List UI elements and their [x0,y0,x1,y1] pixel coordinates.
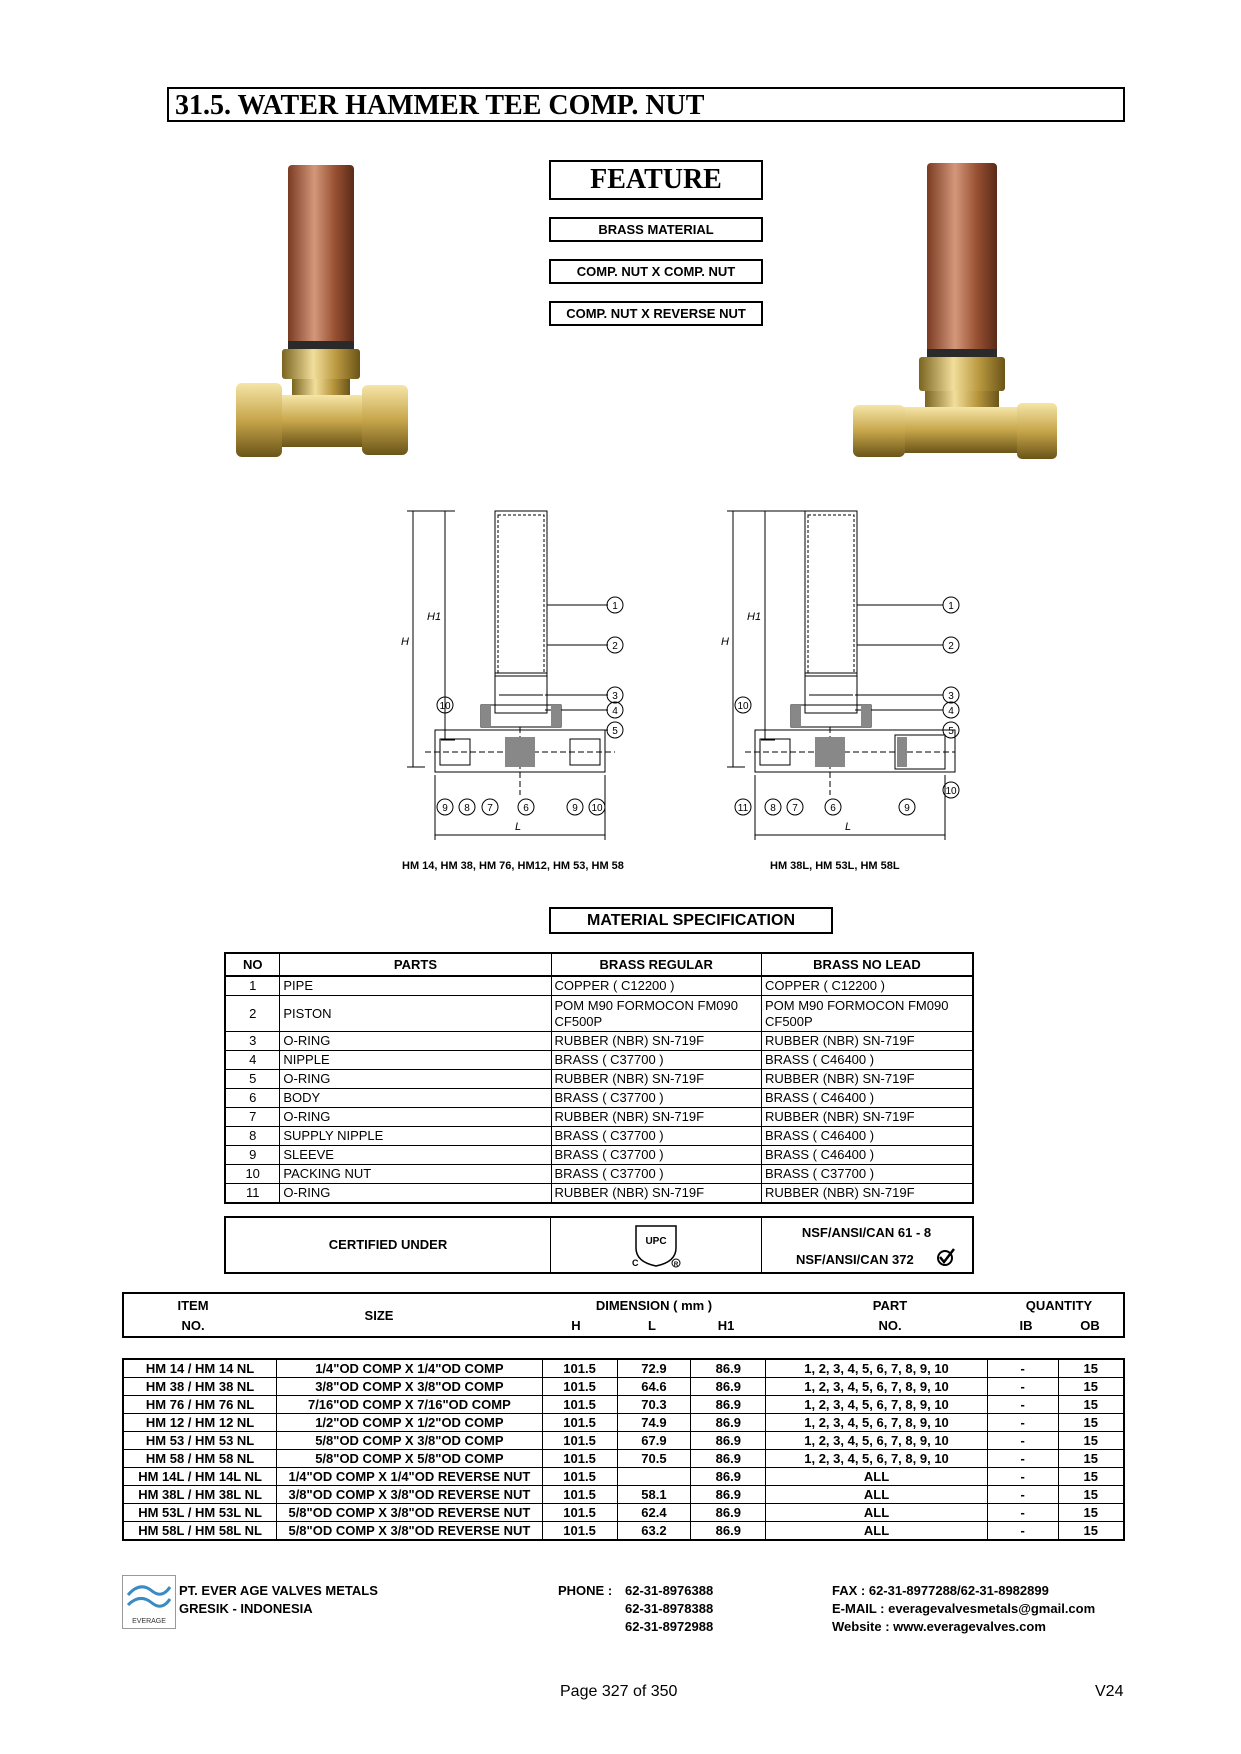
cell: 6 [225,1089,280,1108]
dim-label-h1: H1 [747,611,762,623]
version: V24 [1095,1683,1124,1700]
cell: SUPPLY NIPPLE [280,1127,551,1146]
drawing-caption-right: HM 38L, HM 53L, HM 58L [770,860,900,872]
cell: 15 [1058,1504,1124,1522]
svg-text:10: 10 [439,701,451,712]
svg-text:8: 8 [464,803,470,814]
cell: - [987,1414,1058,1432]
company-name: PT. EVER AGE VALVES METALS [179,1583,378,1598]
cell: 3/8"OD COMP X 3/8"OD REVERSE NUT [277,1486,542,1504]
upc-logo-c: C [632,1258,639,1268]
svg-text:10: 10 [591,803,603,814]
cell: 101.5 [542,1432,617,1450]
cell: BRASS ( C37700 ) [761,1165,973,1184]
cell: 15 [1058,1486,1124,1504]
cell: HM 76 / HM 76 NL [123,1396,277,1414]
table-row [123,1486,1124,1504]
table-row [225,1070,973,1089]
cell: RUBBER (NBR) SN-719F [551,1108,761,1127]
svg-text:10: 10 [945,786,957,797]
table-row [225,996,973,1032]
cell: 101.5 [542,1504,617,1522]
table-row [123,1468,1124,1486]
cell: HM 38L / HM 38L NL [123,1486,277,1504]
company-city: GRESIK - INDONESIA [179,1601,313,1616]
cell: 101.5 [542,1468,617,1486]
svg-text:8: 8 [770,803,776,814]
svg-text:2: 2 [948,641,954,652]
cell: - [987,1396,1058,1414]
standard-372: NSF/ANSI/CAN 372 [796,1252,914,1267]
cell: - [987,1486,1058,1504]
cell: 70.3 [617,1396,691,1414]
svg-text:3: 3 [612,691,618,702]
cell: POM M90 FORMOCON FM090 CF500P [761,996,973,1032]
cell: 86.9 [691,1359,766,1378]
cell: 101.5 [542,1522,617,1541]
cell: ALL [766,1486,987,1504]
cell: 1, 2, 3, 4, 5, 6, 7, 8, 9, 10 [766,1396,987,1414]
page-number: Page 327 of 350 [560,1683,678,1700]
cell: HM 38 / HM 38 NL [123,1378,277,1396]
cell: 86.9 [691,1414,766,1432]
phone-number: 62-31-8978388 [625,1601,714,1616]
svg-text:2: 2 [612,641,618,652]
header-quantity: QUANTITY [1025,1298,1093,1313]
header-part-no: NO. [878,1318,902,1333]
cell: ALL [766,1504,987,1522]
cell: 72.9 [617,1359,691,1378]
header-part: PART [872,1298,908,1313]
nsf-check-icon [936,1247,956,1267]
cell: 15 [1058,1522,1124,1541]
table-row [123,1522,1124,1541]
cell: RUBBER (NBR) SN-719F [761,1184,973,1204]
table-row [123,1359,1124,1378]
svg-text:9: 9 [904,803,910,814]
cell: 1, 2, 3, 4, 5, 6, 7, 8, 9, 10 [766,1432,987,1450]
table-row [225,1165,973,1184]
dimension-table-header [122,1292,1125,1338]
cell: 86.9 [691,1450,766,1468]
svg-text:4: 4 [948,706,954,717]
cell: O-RING [280,1032,551,1051]
cell: RUBBER (NBR) SN-719F [761,1032,973,1051]
table-header: BRASS REGULAR [551,953,761,976]
svg-text:11: 11 [737,803,749,814]
logo-text: EVERAGE [132,1618,166,1625]
cell: BRASS ( C46400 ) [761,1051,973,1070]
cell: 101.5 [542,1450,617,1468]
cell [617,1468,691,1486]
cell: BRASS ( C37700 ) [551,1127,761,1146]
cell: - [987,1522,1058,1541]
cell: BRASS ( C37700 ) [551,1051,761,1070]
cell: 1, 2, 3, 4, 5, 6, 7, 8, 9, 10 [766,1359,987,1378]
cell: 86.9 [691,1504,766,1522]
cell: ALL [766,1522,987,1541]
dim-label-l: L [515,821,522,833]
cell: BRASS ( C46400 ) [761,1127,973,1146]
phone-label: PHONE : [558,1583,613,1598]
cell: HM 53 / HM 53 NL [123,1432,277,1450]
table-row [123,1414,1124,1432]
cell: 5/8"OD COMP X 3/8"OD REVERSE NUT [277,1504,542,1522]
cell: 4 [225,1051,280,1070]
header-ob: OB [1080,1318,1100,1333]
cell: HM 58 / HM 58 NL [123,1450,277,1468]
page-title: 31.5. WATER HAMMER TEE COMP. NUT [167,87,1125,122]
drawing-caption-left: HM 14, HM 38, HM 76, HM12, HM 53, HM 58 [402,860,624,872]
header-no: NO. [181,1318,205,1333]
cell: BODY [280,1089,551,1108]
table-row [225,1146,973,1165]
feature-item: BRASS MATERIAL [549,217,763,242]
cell: 11 [225,1184,280,1204]
product-photo-right [845,155,1065,465]
material-table [224,952,974,1204]
cell: 5/8"OD COMP X 3/8"OD REVERSE NUT [277,1522,542,1541]
cell: HM 14 / HM 14 NL [123,1359,277,1378]
table-header: BRASS NO LEAD [761,953,973,976]
cell: RUBBER (NBR) SN-719F [761,1108,973,1127]
cell: BRASS ( C46400 ) [761,1146,973,1165]
upc-logo-cell [550,1218,762,1272]
header-dimension: DIMENSION ( mm ) [595,1298,713,1313]
cell: 58.1 [617,1486,691,1504]
cell: 9 [225,1146,280,1165]
everage-logo-icon [122,1575,176,1629]
dim-label-h1: H1 [427,611,442,623]
cell: 86.9 [691,1432,766,1450]
dim-label-l: L [845,821,852,833]
cell: 10 [225,1165,280,1184]
header-l: L [648,1318,656,1333]
svg-text:3: 3 [948,691,954,702]
cell: PISTON [280,996,551,1032]
cell: - [987,1432,1058,1450]
cell: BRASS ( C46400 ) [761,1089,973,1108]
svg-text:1: 1 [612,601,618,612]
feature-heading: FEATURE [549,160,763,200]
table-row [225,1184,973,1204]
cell: 101.5 [542,1378,617,1396]
phone-number: 62-31-8976388 [625,1583,714,1598]
cell: - [987,1359,1058,1378]
cell: 15 [1058,1359,1124,1378]
table-row [225,1032,973,1051]
cell: 70.5 [617,1450,691,1468]
cell: O-RING [280,1070,551,1089]
material-spec-heading: MATERIAL SPECIFICATION [549,907,833,934]
certification-box [224,1216,974,1274]
table-row [123,1378,1124,1396]
cell: 7 [225,1108,280,1127]
cell: 1, 2, 3, 4, 5, 6, 7, 8, 9, 10 [766,1450,987,1468]
cell: - [987,1378,1058,1396]
cell: - [987,1468,1058,1486]
cell: PACKING NUT [280,1165,551,1184]
cell: 5/8"OD COMP X 5/8"OD COMP [277,1450,542,1468]
svg-text:10: 10 [737,701,749,712]
dimension-table [122,1358,1125,1541]
cell: HM 58L / HM 58L NL [123,1522,277,1541]
cell: 86.9 [691,1468,766,1486]
cell: BRASS ( C37700 ) [551,1089,761,1108]
cell: BRASS ( C37700 ) [551,1165,761,1184]
cell: HM 53L / HM 53L NL [123,1504,277,1522]
cell: 74.9 [617,1414,691,1432]
cell: HM 14L / HM 14L NL [123,1468,277,1486]
fax: FAX : 62-31-8977288/62-31-8982899 [832,1583,1049,1598]
email: E-MAIL : everagevalvesmetals@gmail.com [832,1601,1096,1616]
cell: POM M90 FORMOCON FM090 CF500P [551,996,761,1032]
certified-under-label: CERTIFIED UNDER [226,1218,551,1272]
header-size: SIZE [364,1308,394,1323]
svg-text:4: 4 [612,706,618,717]
svg-text:1: 1 [948,601,954,612]
svg-text:6: 6 [830,803,836,814]
cell: 101.5 [542,1396,617,1414]
header-item: ITEM [177,1298,209,1313]
cell: 101.5 [542,1486,617,1504]
cell: 5 [225,1070,280,1089]
table-row [225,1089,973,1108]
dim-label-h: H [721,636,729,648]
cell: 3 [225,1032,280,1051]
feature-item: COMP. NUT X COMP. NUT [549,259,763,284]
technical-drawing-right [715,505,965,840]
cell: 1/4"OD COMP X 1/4"OD REVERSE NUT [277,1468,542,1486]
svg-text:7: 7 [792,803,798,814]
table-header: PARTS [280,953,551,976]
feature-item: COMP. NUT X REVERSE NUT [549,301,763,326]
cell: RUBBER (NBR) SN-719F [551,1032,761,1051]
cell: COPPER ( C12200 ) [551,976,761,996]
table-row [225,976,973,996]
upc-logo-r: R [673,1262,679,1268]
svg-text:5: 5 [612,726,618,737]
cell: 1, 2, 3, 4, 5, 6, 7, 8, 9, 10 [766,1378,987,1396]
cell: 7/16"OD COMP X 7/16"OD COMP [277,1396,542,1414]
svg-text:9: 9 [442,803,448,814]
dim-label-h: H [401,636,409,648]
svg-text:7: 7 [487,803,493,814]
cell: 15 [1058,1468,1124,1486]
cell: 15 [1058,1414,1124,1432]
cell: - [987,1504,1058,1522]
table-row [225,1051,973,1070]
product-photo-left [222,155,422,465]
phone-number: 62-31-8972988 [625,1619,714,1634]
cell: 63.2 [617,1522,691,1541]
table-row [123,1450,1124,1468]
cell: 86.9 [691,1396,766,1414]
cell: ALL [766,1468,987,1486]
svg-text:6: 6 [523,803,529,814]
cell: - [987,1450,1058,1468]
cell: PIPE [280,976,551,996]
cell: 86.9 [691,1522,766,1541]
cell: 15 [1058,1378,1124,1396]
cell: 15 [1058,1432,1124,1450]
cell: 101.5 [542,1359,617,1378]
cell: 67.9 [617,1432,691,1450]
cell: HM 12 / HM 12 NL [123,1414,277,1432]
cell: SLEEVE [280,1146,551,1165]
upc-logo-icon [628,1222,684,1268]
cell: 101.5 [542,1414,617,1432]
table-header: NO [225,953,280,976]
table-row [123,1504,1124,1522]
cell: 1 [225,976,280,996]
table-row [123,1432,1124,1450]
cell: RUBBER (NBR) SN-719F [761,1070,973,1089]
cell: 2 [225,996,280,1032]
header-h1: H1 [717,1318,735,1333]
cell: 1/2"OD COMP X 1/2"OD COMP [277,1414,542,1432]
technical-drawing-left [395,505,635,840]
cell: O-RING [280,1108,551,1127]
svg-text:5: 5 [948,726,954,737]
cell: 1/4"OD COMP X 1/4"OD COMP [277,1359,542,1378]
cell: 3/8"OD COMP X 3/8"OD COMP [277,1378,542,1396]
cell: 86.9 [691,1486,766,1504]
cell: 62.4 [617,1504,691,1522]
cell: RUBBER (NBR) SN-719F [551,1184,761,1204]
cell: 15 [1058,1450,1124,1468]
standard-61: NSF/ANSI/CAN 61 - 8 [801,1225,932,1240]
header-ib: IB [1019,1318,1033,1333]
cell: 86.9 [691,1378,766,1396]
header-h: H [571,1318,581,1333]
cell: BRASS ( C37700 ) [551,1146,761,1165]
cell: O-RING [280,1184,551,1204]
website: Website : www.everagevalves.com [832,1619,1046,1634]
cell: 5/8"OD COMP X 3/8"OD COMP [277,1432,542,1450]
cell: 15 [1058,1396,1124,1414]
table-row [225,1127,973,1146]
table-row [225,1108,973,1127]
cell: RUBBER (NBR) SN-719F [551,1070,761,1089]
cell: 64.6 [617,1378,691,1396]
upc-logo-text: UPC [645,1236,667,1247]
cell: NIPPLE [280,1051,551,1070]
cell: 1, 2, 3, 4, 5, 6, 7, 8, 9, 10 [766,1414,987,1432]
svg-text:9: 9 [572,803,578,814]
cell: COPPER ( C12200 ) [761,976,973,996]
cell: 8 [225,1127,280,1146]
table-row [123,1396,1124,1414]
